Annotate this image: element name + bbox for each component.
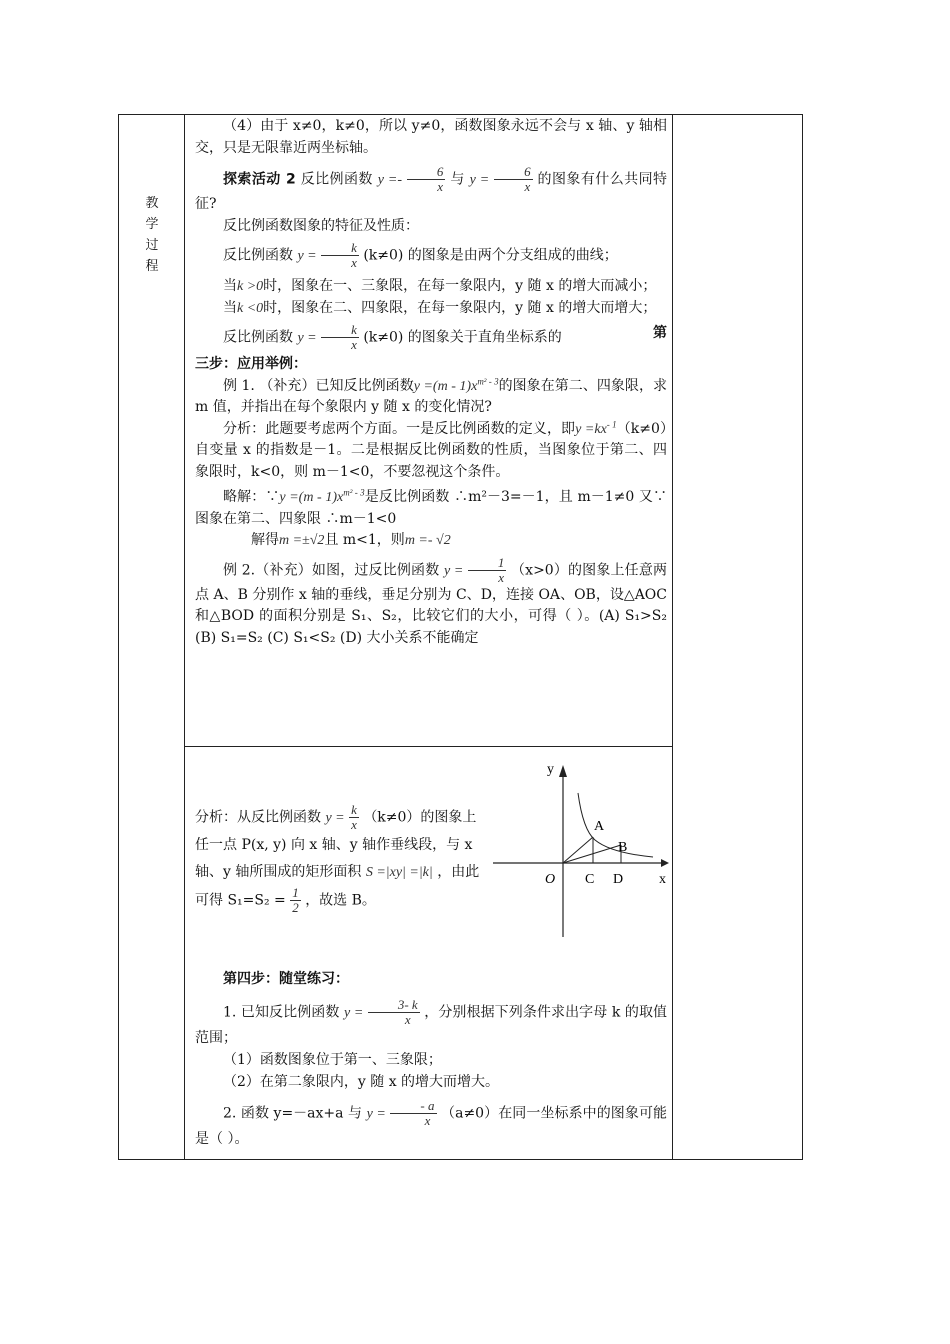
point-4: （4）由于 x≠0，k≠0，所以 y≠0，函数图象永远不会与 x 轴、y 轴相交，只是无限靠近两坐标轴。 <box>195 118 667 156</box>
fraction: $\frac{1}{2}$ <box>292 885 299 915</box>
question-1-part-2: （2）在第二象限内，y 随 x 的增大而增大。 <box>223 1074 500 1090</box>
fraction: $\frac{- a}{x}$ <box>390 1099 436 1128</box>
activity-2-title: 探索活动 2 <box>223 171 296 188</box>
example-1-analysis: 分析：此题要考虑两个方面。一是反比例函数的定义，即$y =kx^{- 1}(k\ne 0)$自变量 x 的指数是－1。二是根据反比例函数的性质，当图象位于第二、四象限时，k<0，则 m－1<0，不要忽视这个条件。 <box>195 418 668 480</box>
property-title: 反比例函数图象的特征及性质： <box>223 217 419 234</box>
point-d-label: D <box>613 872 624 887</box>
question-1: 1. 已知反比例函数 y = $\frac{3- k}{x}$ ，分别根据下列条件求出字母 k 的取值范围； <box>195 997 668 1046</box>
stage-column <box>119 115 185 1159</box>
fraction: $\frac{6}{x}$ <box>407 165 446 194</box>
point-c-label: C <box>585 872 595 887</box>
practice-section <box>195 968 667 1150</box>
property-4: 反比例函数 y = $\frac{k}{x}$ (k≠0) 的图象关于直角坐标系的 第 <box>223 322 667 352</box>
origin-label: O <box>545 872 556 887</box>
lesson-content <box>195 115 667 649</box>
notes-column <box>672 115 802 1159</box>
step-4-title: 第四步：随堂练习： <box>223 971 349 987</box>
step-3-title: 三步：应用举例： <box>195 356 307 372</box>
fraction: $\frac{3- k}{x}$ <box>368 998 420 1027</box>
hyperbola-curve <box>578 793 653 857</box>
y-label: y <box>547 762 554 777</box>
example-1-solution: 略解：∵y $=(m - 1)x^{m^2 - 3}$是反比例函数 ∴m²－3=－1，且 m－1≠0 又∵图象在第二、四象限 ∴m－1<0 <box>195 487 667 527</box>
property-1: 反比例函数 y = $\frac{k}{x}$ (k≠0) 的图象是由两个分支组成的曲线； <box>223 240 618 270</box>
property-2: 当k >0时，图象在一、三象限，在每一象限内，y 随 x 的增大而减小； <box>223 278 657 294</box>
example-2-analysis: 分析：从反比例函数 y = $\frac{k}{x}$ （k≠0）的图象上任一点 P(x, y) 向 x 轴、y 轴作垂线段，与 x 轴、y 轴所围成的矩形面积 S =|xy| =|k| ，由此可得 S₁=S₂ = $\frac{1}{2}$ ，故选 B。 <box>195 802 480 915</box>
row-divider <box>185 746 672 747</box>
example-1-result: 解得m =±√2且 m<1，则m =- √2 <box>251 532 451 548</box>
example-1: 例 1. （补充）已知反比例函数$y =(m - 1)x^{m^2 - 3}$的图象在第二、四象限，求 m 值，并指出在每个象限内 y 随 x 的变化情况? <box>195 375 667 415</box>
fraction: $\frac{k}{x}$ <box>321 241 359 270</box>
segment-oa <box>563 837 593 863</box>
activity-2: 探索活动 2 反比例函数 y =- $\frac{6}{x}$ 与 y = $\frac{6}{x}$ 的图象有什么共同特征? <box>195 164 668 212</box>
property-3: 当k <0时，图象在二、四象限，在每一象限内，y 随 x 的增大而增大； <box>223 299 657 316</box>
x-axis-arrow-icon <box>661 859 669 867</box>
fraction: $\frac{1}{x}$ <box>468 556 507 585</box>
stage-label: 教学过程 <box>145 196 159 274</box>
example-2: 例 2.（补充）如图，过反比例函数 y = $\frac{1}{x}$ （x>0）的图象上任意两点 A、B 分别作 x 轴的垂线，垂足分别为 C、D，连接 OA、OB，设△AOC 和△BOD 的面积分别是 S₁、S₂，比较它们的大小，可得（ ）。(A) S₁>S₂ (B) S₁=S₂ (C) S₁<S₂ (D) 大小关系不能确定 <box>195 554 667 646</box>
fraction: $\frac{k}{x}$ <box>321 323 359 352</box>
y-axis-arrow-icon <box>559 765 567 777</box>
point-b-label: B <box>618 840 628 855</box>
question-1-part-1: （1）函数图象位于第一、三象限； <box>223 1052 442 1068</box>
hyperbola-figure <box>493 755 671 937</box>
fraction: $\frac{k}{x}$ <box>351 802 357 832</box>
question-2: 2. 函数 y=－ax+a 与 y = $\frac{- a}{x}$ （a≠0）在同一坐标系中的图象可能是（ ）。 <box>195 1098 668 1147</box>
segment-ob <box>563 845 621 863</box>
x-label: x <box>659 872 666 887</box>
fraction: $\frac{6}{x}$ <box>494 165 533 194</box>
point-a-label: A <box>594 819 605 834</box>
lesson-table <box>118 114 803 1160</box>
